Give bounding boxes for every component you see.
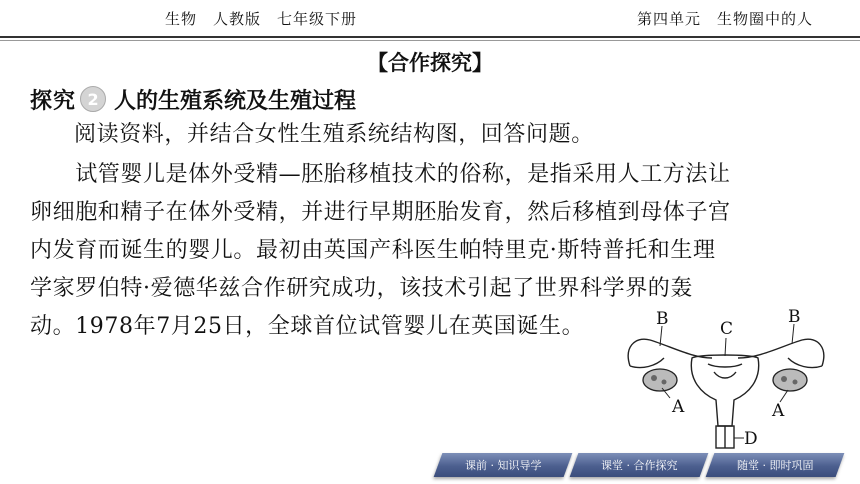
right-ovary [773,369,807,391]
passage-line: 学家罗伯特·爱德华兹合作研究成功，该技术引起了世界科学界的轰 [30,276,693,301]
female-reproductive-diagram [612,308,838,454]
nav-button-label: 课堂 · 合作探究 [600,459,678,472]
passage-line: 动。1978年7月25日，全球首位试管婴儿在英国诞生。 [30,314,585,339]
section-title: 【合作探究】 [367,51,493,75]
header-unit-title: 第四单元 生物圈中的人 [637,10,814,28]
header-divider-thin [0,40,860,41]
nav-button-practice[interactable] [706,453,845,477]
passage-line: 试管婴儿是体外受精—胚胎移植技术的俗称，是指采用人工方法让 [30,162,731,187]
explore-heading [30,84,356,114]
label-d: D [744,429,758,449]
instruction-paragraph: 阅读资料，并结合女性生殖系统结构图，回答问题。 [74,122,594,147]
header-divider [0,36,860,38]
page-header [0,0,860,36]
nav-button-preclass[interactable] [434,453,573,477]
label-a-left: A [672,397,685,417]
passage-line: 卵细胞和精子在体外受精，并进行早期胚胎发育，然后移植到母体子宫 [30,200,731,225]
label-a-right: A [772,401,785,421]
left-ovary [643,369,677,391]
right-fallopian-tube [738,339,824,366]
uterus [691,355,758,426]
header-book-title: 生物 人教版 七年级下册 [165,10,358,28]
nav-button-inclass[interactable] [570,453,709,477]
label-c: C [720,319,734,339]
label-b-left: B [656,309,669,329]
passage-line: 内发育而诞生的婴儿。最初由英国产科医生帕特里克·斯特普托和生理 [30,238,716,263]
nav-button-label: 课前 · 知识导学 [464,459,542,472]
left-fallopian-tube [628,339,712,366]
explore-tag: 探究 [30,88,77,114]
nav-button-label: 随堂 · 即时巩固 [736,459,814,472]
label-b-right: B [788,308,801,327]
bottom-navigation [438,453,846,477]
explore-number-badge: 2 [80,86,106,112]
explore-title: 人的生殖系统及生殖过程 [114,88,357,114]
